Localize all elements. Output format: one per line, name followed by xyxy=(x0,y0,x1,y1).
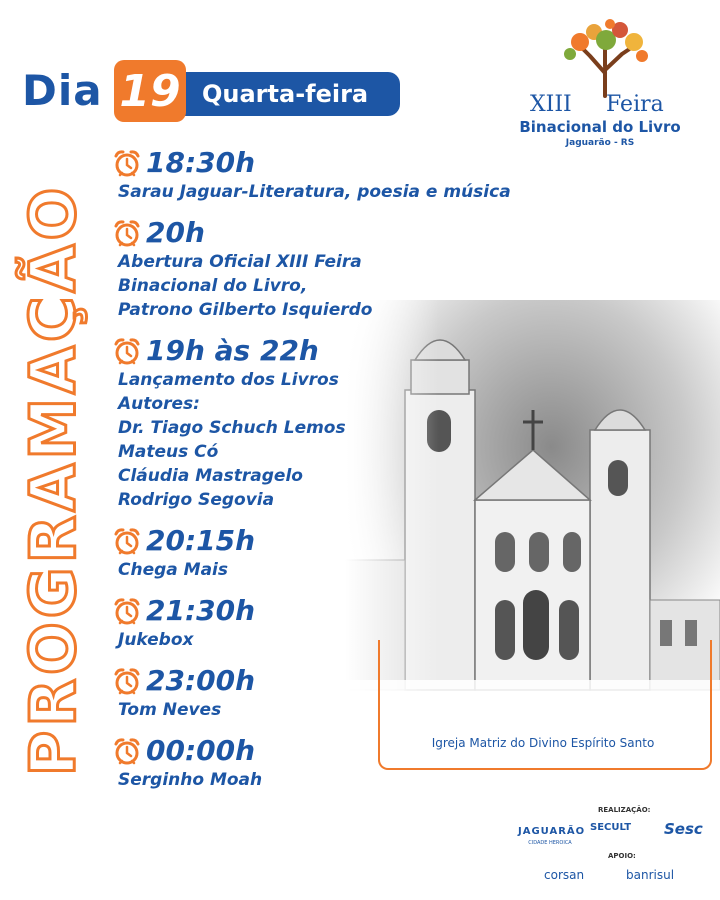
schedule-event xyxy=(112,524,582,582)
sesc-logo: Sesc xyxy=(664,820,703,838)
event-time: 19h às 22h xyxy=(146,334,319,367)
corsan-logo: corsan xyxy=(544,868,585,882)
alarm-clock-icon xyxy=(112,666,142,696)
alarm-clock-icon xyxy=(112,336,142,366)
schedule-event xyxy=(112,734,582,792)
logo-feira: Feira xyxy=(606,92,664,117)
event-time: 18:30h xyxy=(146,146,256,179)
tree-icon xyxy=(510,18,700,98)
jaguarao-subtitle: CIDADE HEROICA xyxy=(528,840,572,846)
event-time: 20h xyxy=(146,216,205,249)
banrisul-logo: banrisul xyxy=(626,868,675,882)
day-number: 19 xyxy=(119,66,181,117)
alarm-clock-icon xyxy=(112,148,142,178)
logo-roman-numeral: XIII xyxy=(530,92,572,117)
event-description-line: Autores: xyxy=(118,394,200,414)
alarm-clock-icon xyxy=(112,526,142,556)
day-number-badge xyxy=(114,60,186,122)
event-description-line: Sarau Jaguar-Literatura, poesia e música xyxy=(118,182,511,202)
alarm-clock-icon xyxy=(112,596,142,626)
alarm-clock-icon xyxy=(112,736,142,766)
side-title: PROGRAMAÇÃO xyxy=(16,183,90,777)
event-description-line: Jukebox xyxy=(118,630,194,650)
event-time-row xyxy=(112,594,582,628)
weekday-banner xyxy=(172,72,400,116)
event-description-line: Lançamento dos Livros xyxy=(118,370,339,390)
event-description-line: Mateus Có xyxy=(118,442,219,462)
event-time-row xyxy=(112,664,582,698)
jaguarao-name: JAGUARÃO xyxy=(518,826,586,837)
event-description-line: Tom Neves xyxy=(118,700,222,720)
event-description-line: Cláudia Mastragelo xyxy=(118,466,303,486)
side-title-wrap xyxy=(18,160,88,800)
schedule-event xyxy=(112,334,582,512)
event-description-line: Binacional do Livro, xyxy=(118,276,308,296)
realizacao-label: REALIZAÇÃO: xyxy=(598,806,651,814)
schedule-event xyxy=(112,216,582,322)
event-description-line: Abertura Oficial XIII Feira xyxy=(118,252,362,272)
weekday-label: Quarta-feira xyxy=(202,80,369,108)
church-caption: Igreja Matriz do Divino Espírito Santo xyxy=(431,736,655,750)
event-description-line: Serginho Moah xyxy=(118,770,263,790)
event-time-row xyxy=(112,146,582,180)
event-time: 23:00h xyxy=(146,664,256,697)
event-time-row xyxy=(112,216,582,250)
event-time: 20:15h xyxy=(146,524,256,557)
alarm-clock-icon xyxy=(112,218,142,248)
schedule-event xyxy=(112,664,582,722)
schedule xyxy=(112,146,582,804)
event-time-row xyxy=(112,524,582,558)
event-description-line: Dr. Tiago Schuch Lemos xyxy=(118,418,346,438)
event-time: 21:30h xyxy=(146,594,256,627)
fair-logo xyxy=(510,18,700,158)
secult-logo: SECULT xyxy=(590,822,632,833)
event-description-line: Chega Mais xyxy=(118,560,229,580)
schedule-event xyxy=(112,146,582,204)
logo-binacional: Binacional do Livro xyxy=(519,118,681,136)
event-description-line: Patrono Gilberto Isquierdo xyxy=(118,300,373,320)
apoio-label: APOIO: xyxy=(608,852,636,860)
event-time-row xyxy=(112,334,582,368)
schedule-event xyxy=(112,594,582,652)
day-label: Dia xyxy=(22,66,103,115)
jaguarao-logo xyxy=(518,816,586,846)
event-time-row xyxy=(112,734,582,768)
logo-city: Jaguarão - RS xyxy=(565,138,635,148)
event-description-line: Rodrigo Segovia xyxy=(118,490,275,510)
event-time: 00:00h xyxy=(146,734,256,767)
